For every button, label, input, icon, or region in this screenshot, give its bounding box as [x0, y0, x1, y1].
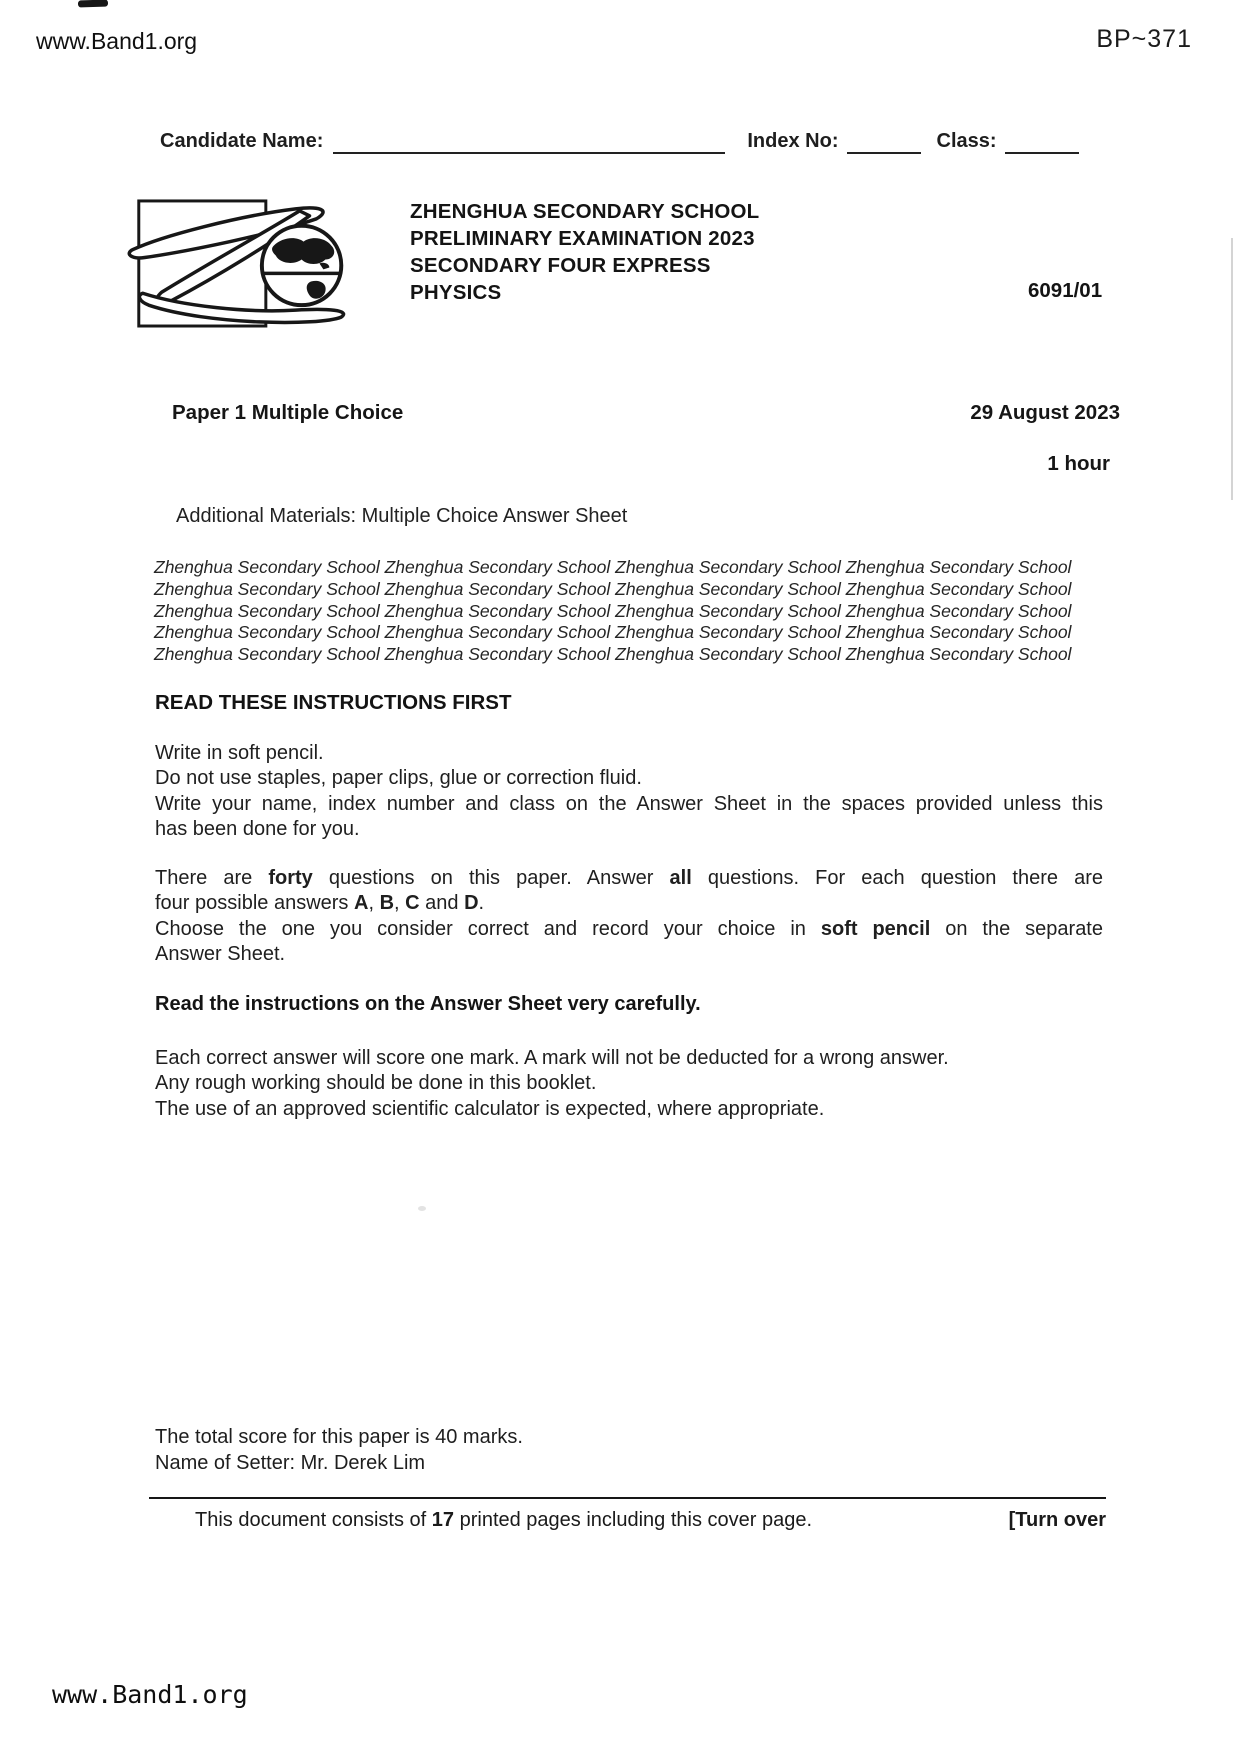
school-name: ZHENGHUA SECONDARY SCHOOL [410, 200, 760, 223]
instructions-block-1 [155, 741, 1103, 843]
class-blank [1005, 126, 1079, 154]
candidate-row [160, 126, 1092, 154]
exam-duration: 1 hour [1047, 452, 1110, 475]
site-watermark-bottom: www.Band1.org [52, 1680, 248, 1709]
instruction-line: Answer Sheet. [155, 943, 286, 966]
instructions-heading: READ THESE INSTRUCTIONS FIRST [155, 691, 512, 714]
watermark-line: Zhenghua Secondary School Zhenghua Secondary School Zhenghua Secondary School Zhenghua Secondary School [154, 557, 1072, 577]
paper-title: Paper 1 Multiple Choice [172, 401, 404, 424]
setter-name-line: Name of Setter: Mr. Derek Lim [155, 1452, 426, 1474]
instruction-line: has been done for you. [155, 818, 360, 841]
site-watermark-top: www.Band1.org [36, 28, 198, 54]
logo-globe [262, 226, 341, 305]
footer-row [149, 1509, 1106, 1532]
instruction-line: Write your name, index number and class on the Answer Sheet in the spaces provided unless this [155, 792, 1103, 815]
school-heading-block [410, 198, 759, 306]
index-no-blank [847, 126, 921, 154]
candidate-name-label: Candidate Name: [160, 130, 324, 152]
watermark-line: Zhenghua Secondary School Zhenghua Secondary School Zhenghua Secondary School Zhenghua Secondary School [154, 578, 1072, 599]
instruction-line: Each correct answer will score one mark. A mark will not be deducted for a wrong answer. [155, 1047, 949, 1069]
bp-code: BP~371 [1096, 25, 1192, 53]
instruction-line: There are forty questions on this paper. Answer all questions. For each question there are [155, 867, 1104, 889]
instruction-line: The use of an approved scientific calculator is expected, where appropriate. [155, 1097, 825, 1120]
exam-date: 29 August 2023 [970, 401, 1120, 424]
page-count-note: This document consists of 17 printed pages including this cover page. [195, 1509, 813, 1531]
scan-artifact-dot [418, 1206, 426, 1211]
scan-artifact-smudge [78, 0, 108, 8]
class-label: Class: [936, 130, 997, 152]
index-no-label: Index No: [747, 130, 839, 152]
footer-rule [149, 1497, 1106, 1499]
instruction-line: Choose the one you consider correct and record your choice in soft pencil on the separate [155, 917, 1103, 940]
watermark-line: Zhenghua Secondary School Zhenghua Secondary School Zhenghua Secondary School Zhenghua Secondary School [154, 600, 1072, 621]
answer-sheet-note: Read the instructions on the Answer Sheet very carefully. [155, 993, 701, 1015]
total-score-line: The total score for this paper is 40 marks. [155, 1426, 523, 1448]
school-logo [124, 194, 364, 328]
level-name: SECONDARY FOUR EXPRESS [410, 254, 711, 277]
paper-code: 6091/01 [1028, 279, 1103, 302]
scan-artifact-edge-line [1231, 238, 1233, 500]
instructions-block-3 [155, 1046, 1103, 1122]
watermark-line: Zhenghua Secondary School Zhenghua Secondary School Zhenghua Secondary School Zhenghua Secondary School [154, 644, 1072, 665]
instruction-line: four possible answers A, B, C and D. [155, 892, 485, 915]
candidate-name-blank [333, 126, 725, 154]
watermark-line: Zhenghua Secondary School Zhenghua Secondary School Zhenghua Secondary School Zhenghua Secondary School [154, 622, 1072, 643]
instruction-line: Do not use staples, paper clips, glue or correction fluid. [155, 767, 642, 790]
subject-name: PHYSICS [410, 281, 502, 304]
turn-over-label: [Turn over [1008, 1509, 1106, 1531]
instruction-line: Write in soft pencil. [155, 742, 324, 764]
additional-materials: Additional Materials: Multiple Choice Answer Sheet [176, 505, 628, 527]
exam-name: PRELIMINARY EXAMINATION 2023 [410, 227, 755, 250]
instructions-block-2 [155, 866, 1103, 968]
school-watermark-band [154, 557, 1071, 666]
instruction-line: Any rough working should be done in this booklet. [155, 1072, 597, 1095]
